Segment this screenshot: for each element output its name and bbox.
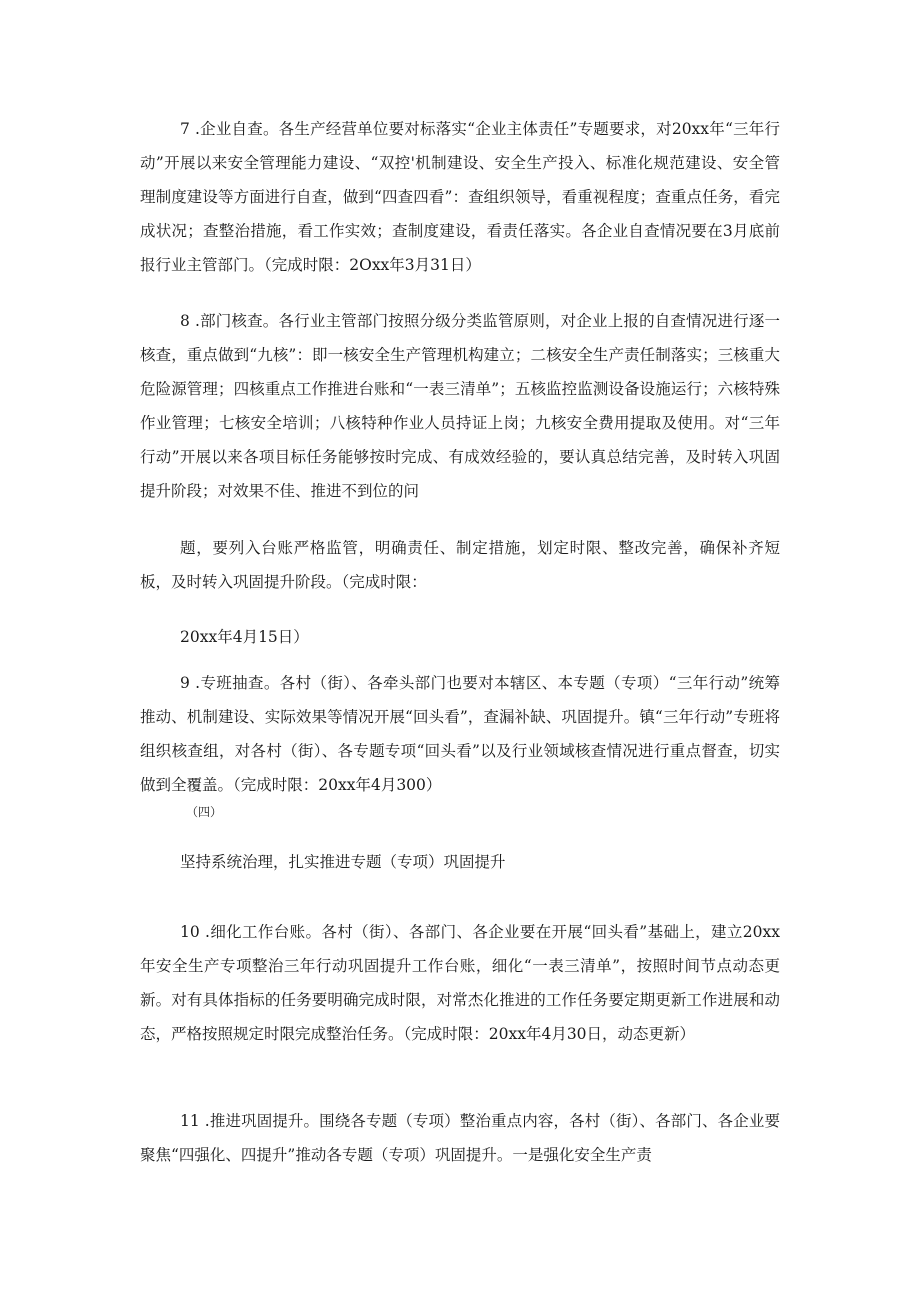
paragraph-9-special-team-inspection: 9 .专班抽查。各村（街）、各牵头部门也要对本辖区、本专题（专项）“三年行动”统筹推动、机制建设、实际效果等情况开展“回头看”，查漏补缺、巩固提升。镇“三年行动”专班将组织核查组，对各村（街）、各专题专项“回头看”以及行业领域核查情况进行重点督查，切实做到全覆盖。（完成时限：20xx年4月300）	[140, 674, 780, 794]
section-marker: （四）	[186, 805, 223, 819]
paragraph-10-work-ledger: 10 .细化工作台账。各村（街）、各部门、各企业要在开展“回头看”基础上，建立20xx年安全生产专项整治三年行动巩固提升工作台账，细化“一表三清单”，按照时间节点动态更新。对有具体指标的任务要明确完成时限，对常杰化推进的工作任务要定期更新工作进展和动态，严格按照规定时限完成整治任务。（完成时限：20xx年4月30日，动态更新）	[140, 923, 780, 1043]
paragraph-11-consolidation: 11 .推进巩固提升。围绕各专题（专项）整治重点内容，各村（街）、各部门、各企业要聚焦“四强化、四提升”推动各专题（专项）巩固提升。一是强化安全生产责	[140, 1112, 780, 1164]
paragraph-7-enterprise-self-check: 7 .企业自查。各生产经营单位要对标落实“企业主体责任”专题要求，对20xx年“三年行动”开展以来安全管理能力建设、“双控'机制建设、安全生产投入、标准化规范建设、安全管理制度建设等方面进行自查，做到“四查四看”：查组织领导，看重视程度；查重点任务，看完成状况；查整治措施，看工作实效；查制度建设，看责任落实。各企业自查情况要在3月底前报行业主管部门。（完成时限：2Oxx年3月31日）	[140, 120, 780, 274]
paragraph-8-department-verification: 8 .部门核查。各行业主管部门按照分级分类监管原则，对企业上报的自查情况进行逐一核查，重点做到“九核”：即一核安全生产管理机构建立；二核安全生产责任制落实；三核重大危险源管理；四核重点工作推进台账和“一表三清单”；五核监控监测设备设施运行；六核特殊作业管理；七核安全培训；八核特种作业人员持证上岗；九核安全费用提取及使用。对“三年行动”开展以来各项目标任务能够按时完成、有成效经验的，要认真总结完善，及时转入巩固提升阶段；对效果不佳、推进不到位的问	[140, 312, 780, 500]
paragraph-8-deadline: 20xx年4月15日）	[180, 628, 309, 646]
section-heading: 坚持系统治理，扎实推进专题（专项）巩固提升	[180, 853, 506, 871]
paragraph-8-continuation: 题，要列入台账严格监管，明确责任、制定措施，划定时限、整改完善，确保补齐短板，及时转入巩固提升阶段。（完成时限：	[140, 539, 780, 591]
